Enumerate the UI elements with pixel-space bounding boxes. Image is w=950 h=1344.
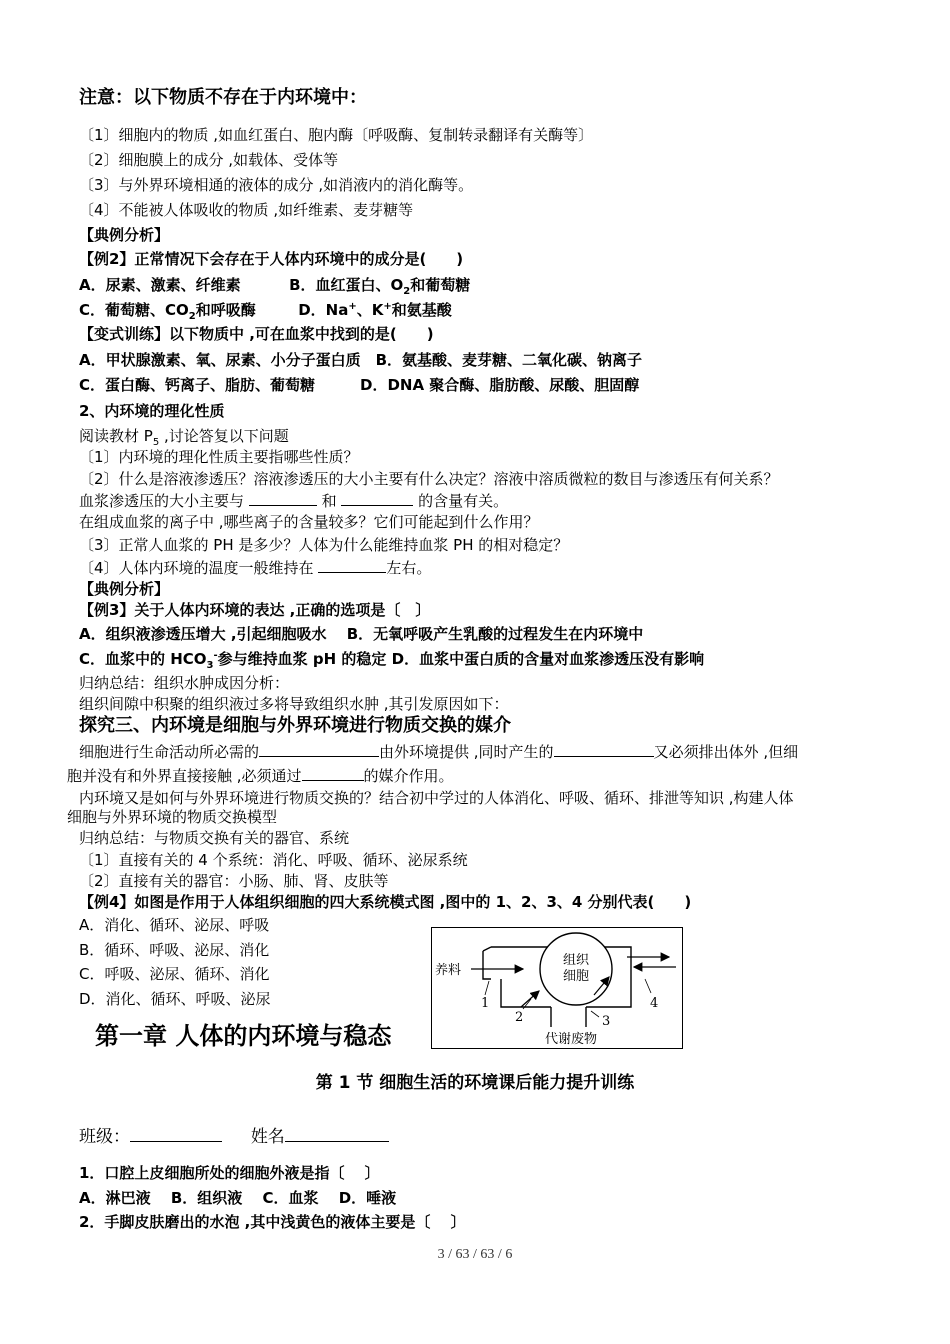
example-4-option-b: B．循环、呼吸、泌尿、消化 [79, 941, 270, 959]
label-4: 4 [650, 996, 659, 1011]
answer-blank[interactable] [341, 490, 413, 506]
answer-blank[interactable] [554, 741, 654, 757]
edema-description: 组织间隙中积聚的组织液过多将导致组织水肿 ,其引发原因如下： [79, 695, 509, 713]
variant-training-stem: 【变式训练】以下物质中 ,可在血浆中找到的是( ) [79, 325, 434, 343]
four-systems-diagram [431, 927, 683, 1049]
inquiry-3-title: 探究三、内环境是细胞与外界环境进行物质交换的媒介 [79, 715, 511, 736]
summary-systems: 〔1〕直接有关的 4 个系统：消化、呼吸、循环、泌尿系统 [79, 851, 468, 869]
question-2-blank-line: 血浆渗透压的大小主要与 和 的含量有关。 [79, 492, 509, 510]
example-4-option-c: C．呼吸、泌尿、循环、消化 [79, 965, 270, 983]
name-field[interactable] [285, 1124, 389, 1142]
answer-blank[interactable] [249, 490, 317, 506]
question-2: 〔2〕什么是溶液渗透压？溶液渗透压的大小主要有什么决定？溶液中溶质微粒的数目与渗透压有何关系？ [79, 470, 779, 488]
question-2-ions: 在组成血浆的离子中 ,哪些离子的含量较多？它们可能起到什么作用？ [79, 513, 539, 531]
summary-organs: 〔2〕直接有关的器官：小肠、肺、肾、皮肤等 [79, 872, 389, 890]
reading-instruction: 阅读教材 $P_5$ ,讨论答复以下问题 [79, 427, 289, 448]
example-4-stem: 【例4】如图是作用于人体组织细胞的四大系统模式图 ,图中的 1、2、3、4 分别代表( ) [79, 893, 692, 911]
question-4: 〔4〕人体内环境的温度一般维持在 左右。 [79, 559, 432, 577]
exchange-summary: 归纳总结：与物质交换有关的器官、系统 [79, 829, 350, 847]
option-c: C．葡萄糖、$CO_2$和呼吸酶 [79, 301, 256, 322]
class-label: 班级： [79, 1127, 130, 1147]
label-3: 3 [602, 1014, 611, 1029]
option-b: B．血红蛋白、$O_2$和葡萄糖 [289, 276, 471, 297]
answer-blank[interactable] [318, 557, 386, 573]
inquiry-3-paragraph-1: 细胞进行生命活动所必需的 由外环境提供 ,同时产生的 又必须排出体外 ,但细 [79, 743, 799, 761]
label-2: 2 [515, 1010, 524, 1025]
example-2-stem: 【例2】正常情况下会存在于人体内环境中的成分是( ) [79, 250, 464, 268]
option-d: D．Na+、K+和氨基酸 [298, 301, 452, 319]
example-analysis-label: 【典例分析】 [79, 226, 170, 244]
class-field[interactable] [130, 1124, 222, 1142]
variant-options-cd: C．蛋白酶、钙离子、脂肪、葡萄糖 D．DNA 聚合酶、脂肪酸、尿酸、胆固醇 [79, 376, 640, 394]
edema-summary: 归纳总结：组织水肿成因分析： [79, 674, 290, 692]
waste-label: 代谢废物 [544, 1032, 598, 1047]
section-title: 第 1 节 细胞生活的环境课后能力提升训练 [315, 1073, 635, 1093]
note-heading: 注意：以下物质不存在于内环境中： [79, 87, 367, 108]
exercise-2: 2．手脚皮肤磨出的水泡 ,其中浅黄色的液体主要是〔 〕 [79, 1213, 466, 1231]
answer-blank[interactable] [259, 741, 379, 757]
example-4-option-d: D．消化、循环、呼吸、泌尿 [79, 990, 271, 1008]
note-item-1: 〔1〕细胞内的物质 ,如血红蛋白、胞内酶〔呼吸酶、复制转录翻译有关酶等〕 [79, 126, 594, 144]
chapter-title: 第一章 人体的内环境与稳态 [95, 1022, 392, 1050]
example-2-options-ab [79, 275, 470, 295]
inquiry-3-paragraph-2-cont: 细胞与外界环境的物质交换模型 [67, 808, 278, 826]
example-2-options-cd [79, 300, 452, 320]
note-item-3: 〔3〕与外界环境相通的液体的成分 ,如消液内的消化酶等。 [79, 176, 474, 194]
nutrients-label: 养料 [435, 963, 462, 978]
cell-label-line-1: 组织 [562, 953, 590, 968]
example-3-stem: 【例3】关于人体内环境的表达 ,正确的选项是〔 〕 [79, 601, 431, 619]
exercise-1: 1．口腔上皮细胞所处的细胞外液是指〔 〕 [79, 1164, 380, 1182]
class-name-line [79, 1124, 389, 1149]
example-analysis-label-2: 【典例分析】 [79, 580, 170, 598]
inquiry-3-paragraph-1-cont: 胞并没有和外界直接接触 ,必须通过 的媒介作用。 [67, 767, 454, 785]
variant-options-ab: A．甲状腺激素、氧、尿素、小分子蛋白质 B．氨基酸、麦芽糖、二氧化碳、钠离子 [79, 351, 643, 369]
example-4-option-a: A．消化、循环、泌尿、呼吸 [79, 916, 270, 934]
inquiry-3-paragraph-2: 内环境又是如何与外界环境进行物质交换的？结合初中学过的人体消化、呼吸、循环、排泄等知识 ,构建人体 [79, 789, 794, 807]
example-3-options-cd: C．血浆中的 $HCO_3^-$参与维持血浆 pH 的稳定 D．血浆中蛋白质的含量对血浆渗透压没有影响 [79, 650, 705, 671]
label-1: 1 [481, 996, 490, 1011]
note-item-4: 〔4〕不能被人体吸收的物质 ,如纤维素、麦芽糖等 [79, 201, 414, 219]
answer-blank[interactable] [302, 765, 364, 781]
section-2-title: 2、内环境的理化性质 [79, 402, 225, 420]
example-3-options-ab: A．组织液渗透压增大 ,引起细胞吸水 B．无氧呼吸产生乳酸的过程发生在内环境中 [79, 625, 644, 643]
option-a: A．尿素、激素、纤维素 [79, 276, 241, 294]
note-item-2: 〔2〕细胞膜上的成分 ,如载体、受体等 [79, 151, 339, 169]
name-label: 姓名 [250, 1127, 285, 1147]
question-3: 〔3〕正常人血浆的 PH 是多少？人体为什么能维持血浆 PH 的相对稳定？ [79, 536, 569, 554]
page-footer: 3 / 63 / 63 / 6 [437, 1247, 513, 1262]
cell-label-line-2: 细胞 [562, 969, 590, 984]
question-1: 〔1〕内环境的理化性质主要指哪些性质？ [79, 448, 359, 466]
exercise-1-options: A．淋巴液 B．组织液 C．血浆 D．唾液 [79, 1189, 397, 1207]
